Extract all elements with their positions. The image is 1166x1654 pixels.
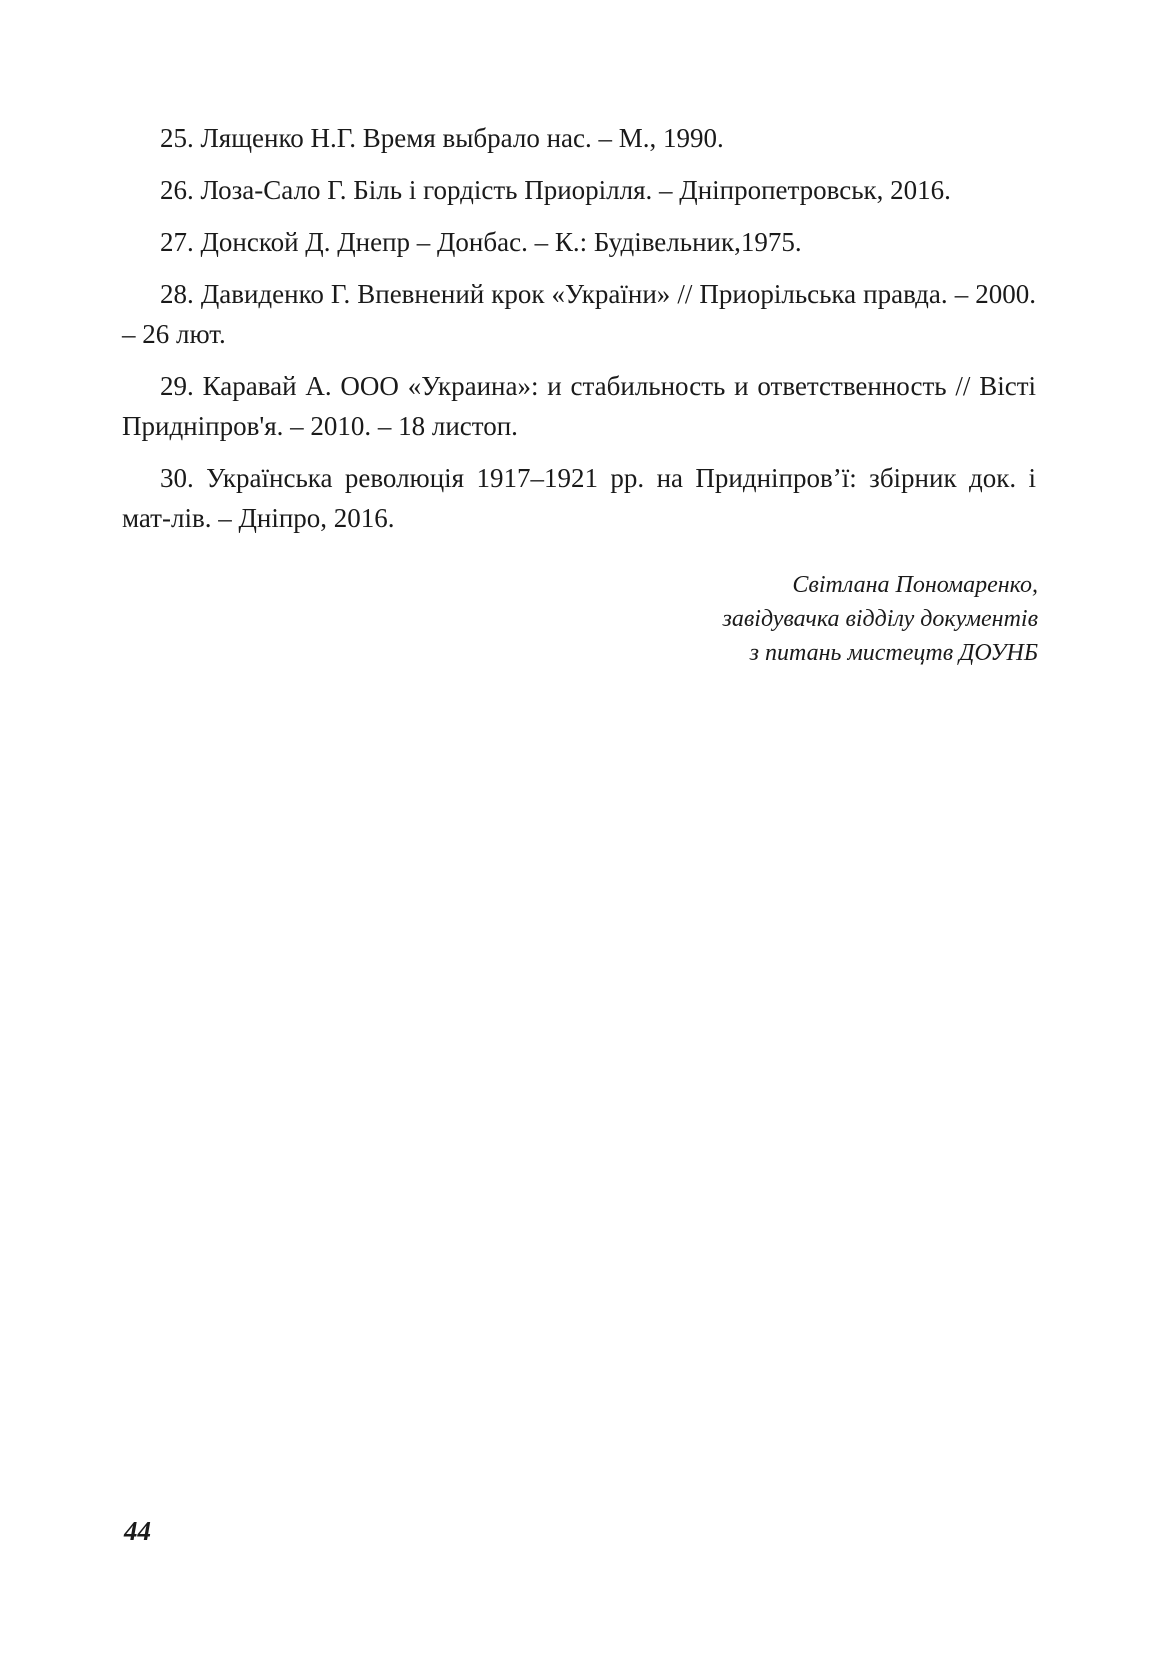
reference-item [122,222,1036,262]
reference-number: 28. [160,279,194,309]
reference-text: Донской Д. Днепр – Донбас. – К.: Будівельник,1975. [200,227,802,257]
reference-item [122,366,1036,446]
author-name: Світлана Пономаренко, [792,572,1038,598]
reference-text: Каравай А. ООО «Украина»: и стабильность и ответственность // Вісті Придніпров'я. – 2010. – 18 листоп. [122,371,1037,441]
reference-number: 27. [160,227,194,257]
reference-text: Українська революція 1917–1921 рр. на Придніпров’ї: збірник док. і мат-лів. – Дніпро, 2016. [122,463,1037,533]
reference-item [122,118,1036,158]
author-position-line: завідувачка відділу документів [722,606,1038,632]
author-signature [723,568,1039,670]
reference-number: 26. [160,175,194,205]
reference-text: Давиденко Г. Впевнений крок «України» // Приорільська правда. – 2000. – 26 лют. [122,279,1037,349]
reference-item [122,274,1036,354]
reference-number: 25. [160,123,194,153]
author-position-line: з питань мистецтв ДОУНБ [749,640,1038,666]
reference-list [122,118,1036,550]
page-number: 44 [124,1516,151,1546]
reference-item [122,458,1036,538]
reference-text: Лоза-Сало Г. Біль і гордість Приорілля. – Дніпропетровськ, 2016. [200,175,951,205]
reference-text: Лященко Н.Г. Время выбрало нас. – М., 1990. [200,123,724,153]
reference-item [122,170,1036,210]
reference-number: 30. [160,463,194,493]
reference-number: 29. [160,371,194,401]
